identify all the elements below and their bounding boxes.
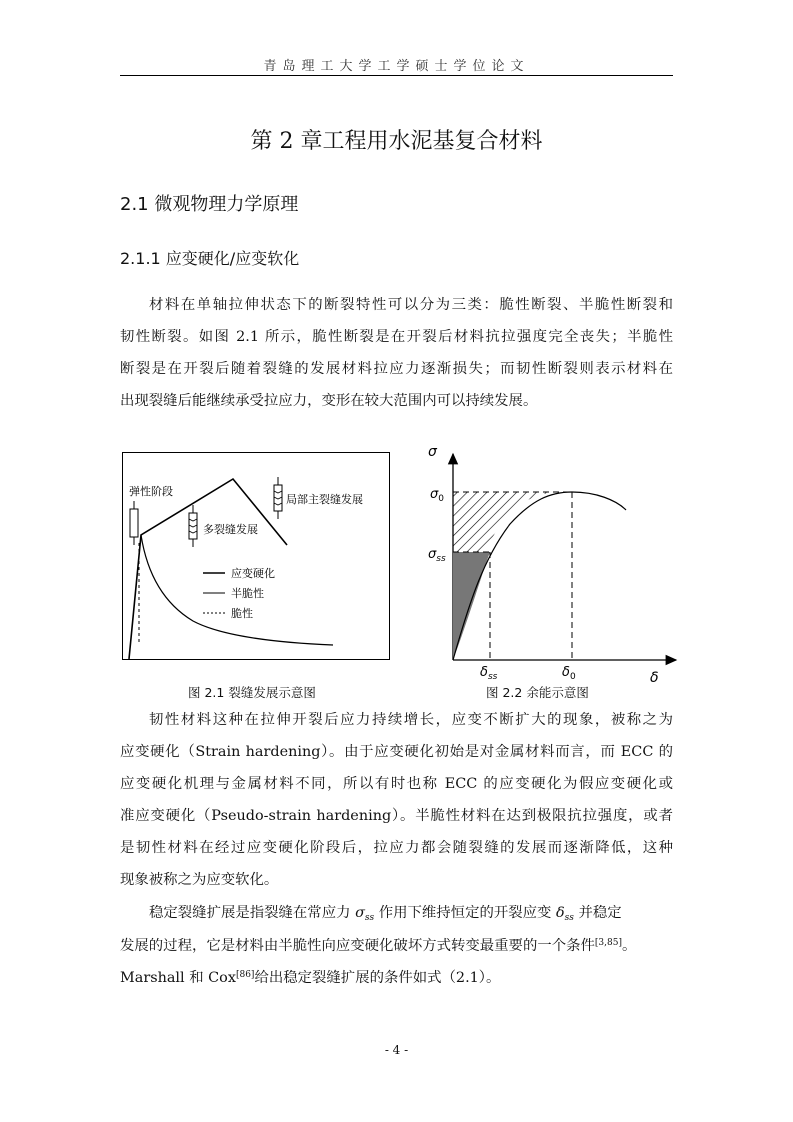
subsection-title: 2.1.1 应变硬化/应变软化 [120, 249, 300, 268]
chapter-title: 第 2 章工程用水泥基复合材料 [250, 129, 543, 154]
paragraph-1-line-3: 断裂是在开裂后随着裂缝的发展材料拉应力逐渐损失；而韧性断裂则表示材料在 [120, 361, 673, 377]
citation-3-85: [3,85] [594, 938, 622, 948]
header-rule [120, 75, 673, 76]
paragraph-2-line-3: 应变硬化机理与金属材料不同，所以有时也称 ECC 的应变硬化为假应变硬化或 [120, 776, 673, 792]
figure-2-1 [122, 452, 390, 660]
figure-2-1-caption: 图 2.1 裂缝发展示意图 [188, 685, 316, 700]
label-elastic-stage: 弹性阶段 [129, 485, 173, 498]
figure-2-2 [420, 440, 690, 690]
paragraph-3-line-1: 稳定裂缝扩展是指裂缝在常应力 $\sigma_{ss}$ 作用下维持恒定的开裂应变 $\delta_{ss}$ 并稳定 [149, 905, 622, 923]
label-local-crack: 局部主裂缝发展 [286, 493, 363, 506]
citation-86: [86] [235, 970, 255, 980]
crack-symbol-local [274, 477, 282, 519]
paragraph-1-line-4: 出现裂缝后能继续承受拉应力，变形在较大范围内可以持续发展。 [120, 393, 538, 409]
paragraph-2-line-2: 应变硬化（Strain hardening）。由于应变硬化初始是对金属材料而言，而 ECC 的 [120, 744, 673, 760]
paragraph-2-line-1: 韧性材料这种在拉伸开裂后应力持续增长，应变不断扩大的现象，被称之为 [149, 712, 673, 728]
y-axis-label: σ [428, 444, 437, 460]
deltass-label: $\delta_{ss}$ [480, 665, 498, 682]
paragraph-1-line-2: 韧性断裂。如图 2.1 所示，脆性断裂是在开裂后材料抗拉强度完全丧失；半脆性 [120, 329, 673, 345]
x-axis-label: δ [650, 670, 659, 686]
sigmass-label: $\sigma_{ss}$ [428, 547, 446, 564]
figure-2-2-caption: 图 2.2 余能示意图 [486, 685, 589, 700]
delta-ss-symbol: δ [556, 905, 565, 921]
sigma0-label: $\sigma_0$ [430, 487, 444, 504]
crack-symbol-elastic [130, 501, 138, 545]
paragraph-2-line-4: 准应变硬化（Pseudo-strain hardening）。半脆性材料在达到极限抗拉强度，或者 [120, 808, 673, 824]
legend-hardening: 应变硬化 [231, 567, 275, 580]
paragraph-3-line-3: Marshall 和 Cox[86]给出稳定裂缝扩展的条件如式（2.1）。 [120, 970, 501, 986]
page-number: - 4 - [384, 1043, 409, 1057]
paragraph-2-line-5: 是韧性材料在经过应变硬化阶段后，拉应力都会随裂缝的发展而逐渐降低，这种 [120, 840, 673, 856]
section-title: 2.1 微观物理力学原理 [120, 194, 299, 215]
paragraph-1-line-1: 材料在单轴拉伸状态下的断裂特性可以分为三类：脆性断裂、半脆性断裂和 [149, 297, 673, 313]
running-header: 青岛理工大学工学硕士学位论文 [263, 59, 530, 74]
legend-brittle: 脆性 [231, 607, 253, 620]
legend-semi-brittle: 半脆性 [231, 587, 264, 600]
paragraph-2-line-6: 现象被称之为应变软化。 [120, 872, 279, 888]
figure-2-1-plot [123, 453, 389, 659]
paragraph-3-line-2: 发展的过程，它是材料由半脆性向应变硬化破坏方式转变最重要的一个条件[3,85]。 [120, 938, 637, 954]
figure-2-2-plot [420, 440, 690, 690]
label-multi-crack: 多裂缝发展 [203, 523, 258, 536]
crack-symbol-multi [189, 505, 197, 547]
delta0-label: $\delta_0$ [562, 665, 576, 682]
sigma-ss-symbol: σ [355, 905, 365, 921]
